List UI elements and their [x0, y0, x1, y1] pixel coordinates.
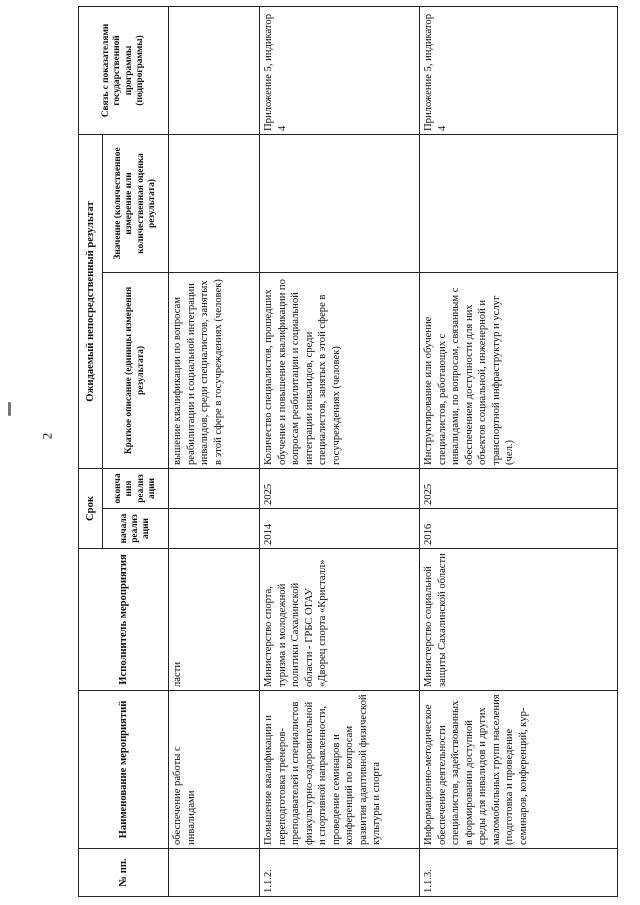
row-num: 1.1.3. [420, 849, 618, 897]
table-row [169, 6, 260, 896]
activities-table [78, 6, 618, 897]
row-num: 1.1.2. [260, 849, 420, 897]
table-row [420, 6, 618, 896]
header-term-start: начала реализации [103, 509, 169, 549]
header-num: № пп. [79, 849, 169, 897]
row-desc: Инструктирование или обучение специалистов, работающих с инвалидами, по вопросам, связанным с обеспечением доступности для них объектов социальной, инженерной и транспортной инфраструктур и услуг (чел.) [420, 272, 618, 468]
page-number: 2 [39, 432, 55, 440]
row-end: 2025 [420, 468, 618, 508]
row-num [169, 849, 260, 897]
header-link: Связь с показателями государственной программы (подпрограммы) [79, 6, 169, 134]
header-result-desc: Краткое описание (единицы измерения результата) [103, 272, 169, 468]
rotated-table-container [78, 7, 618, 897]
row-desc: вышение квалификации по вопросам реабилитации и социальной интеграции инвалидов, среди специалистов, занятых в этой сфере в госучреждениях (человек) [169, 272, 260, 468]
header-term: Срок [79, 468, 103, 548]
row-desc: Количество специалистов, прошедших обучение и повышение квалификации по вопросам реабилитации и социальной интеграции инвалидов, среди специалистов, занятых в этой сфере в госучреждениях (человек) [260, 272, 420, 468]
row-link: Приложение 5, индикатор 4 [420, 6, 618, 134]
row-end: 2025 [260, 468, 420, 508]
header-executor: Исполнитель мероприятия [79, 549, 169, 691]
row-value [260, 134, 420, 272]
row-value [420, 134, 618, 272]
header-name: Наименование мероприятий [79, 691, 169, 849]
row-name: Информационно-методическое обеспечение деятельности специалистов, задействованных в формировании доступной среды для инвалидов и других маломобильных групп населения (подготовка и проведение семинаров, конференций, кур- [420, 691, 618, 849]
header-term-end: окончания реализации [103, 468, 169, 508]
row-link: Приложение 5, индикатор 4 [260, 6, 420, 134]
row-start: 2016 [420, 509, 618, 549]
header-result: Ожидаемый непосредственный результат [79, 134, 103, 468]
row-name: Повышение квалификации и переподготовка тренеров-преподавателей и специалистов физкультурно-оздоровительной и спортивной направленности, проведение семинаров и конференций по вопросам развития адаптивной физической культуры и спорта [260, 691, 420, 849]
table-row [260, 6, 420, 896]
row-end [169, 468, 260, 508]
row-executor: ласти [169, 549, 260, 691]
row-start [169, 509, 260, 549]
header-result-value: Значение (количественное измерение или количественная оценка результата) [103, 134, 169, 272]
row-link [169, 6, 260, 134]
row-start: 2014 [260, 509, 420, 549]
row-executor: Министерство социальной защиты Сахалинской области [420, 549, 618, 691]
row-name: обеспечение работы с инвалидами [169, 691, 260, 849]
row-executor: Министерство спорта, туризма и молодежной политики Сахалинской области - ГРБС ОГАУ «Дворец спорта «Кристалл» [260, 549, 420, 691]
row-value [169, 134, 260, 272]
scan-artifact [8, 402, 11, 416]
